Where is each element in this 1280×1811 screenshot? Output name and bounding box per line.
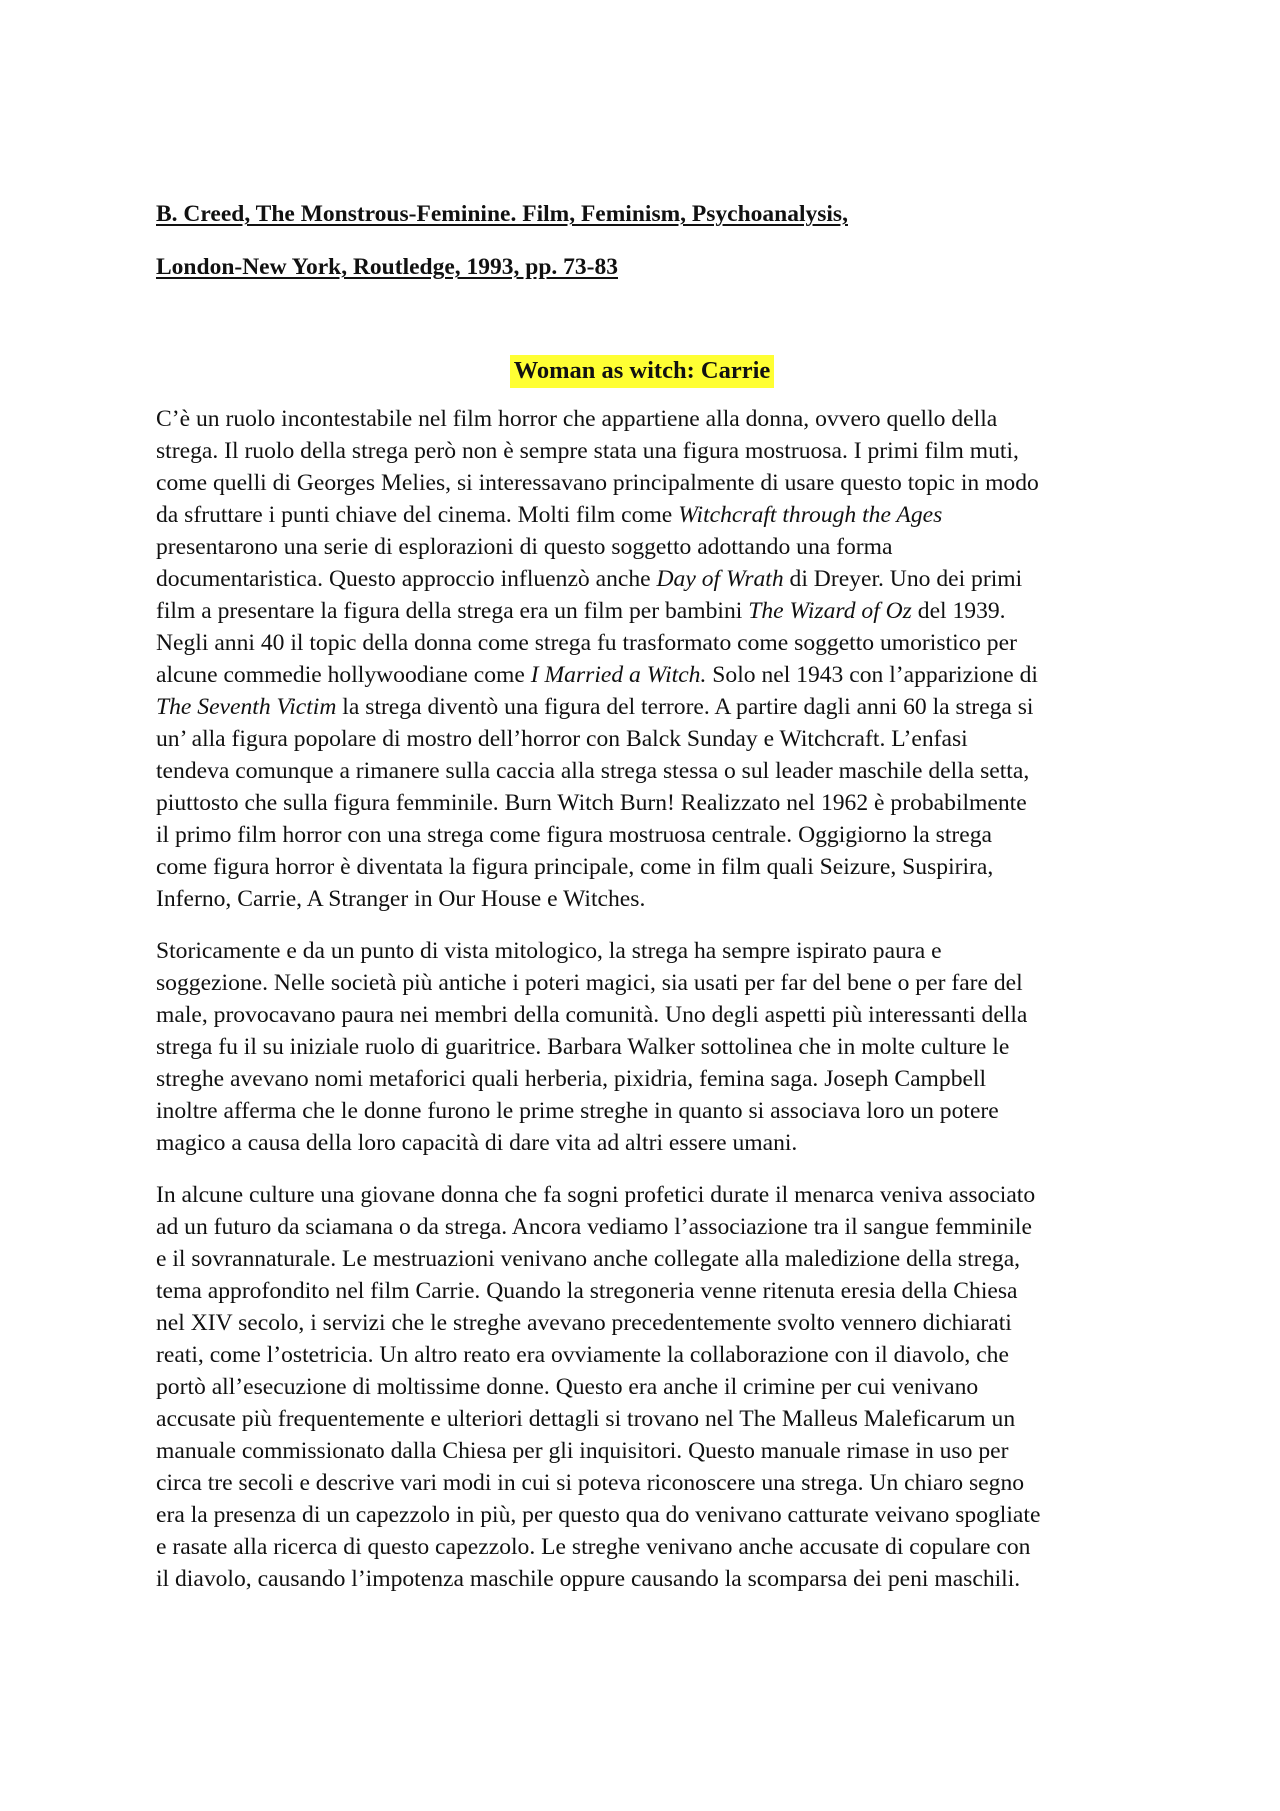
body-text-run: accusate più frequentemente e ulteriori dettagli si trovano nel The Malleus Maleficarum un xyxy=(156,1406,1016,1432)
paragraph-line xyxy=(156,1467,1141,1499)
body-text-run: Inferno, Carrie, A Stranger in Our House e Witches. xyxy=(156,886,646,912)
paragraph-line xyxy=(156,935,1141,967)
body-text-run: circa tre secoli e descrive vari modi in cui si poteva riconoscere una strega. Un chiaro segno xyxy=(156,1470,1025,1496)
paragraph-line xyxy=(156,883,1141,915)
film-title-text: Witchcraft through the Ages xyxy=(678,502,943,528)
body-text-run: alcune commedie hollywoodiane come xyxy=(156,662,531,688)
body-text-run: presentarono una serie di esplorazioni di questo soggetto adottando una forma xyxy=(156,534,893,560)
body-text-run: piuttosto che sulla figura femminile. Burn Witch Burn! Realizzato nel 1962 è probabilmente xyxy=(156,790,1027,816)
paragraph-line xyxy=(156,563,1141,595)
paragraph-line xyxy=(156,1435,1141,1467)
body-text-run: nel XIV secolo, i servizi che le streghe avevano precedentemente svolto vennero dichiarati xyxy=(156,1310,1012,1336)
citation-line-2: London-New York, Routledge, 1993, pp. 73-83 xyxy=(156,254,618,280)
body-text-run: film a presentare la figura della strega era un film per bambini xyxy=(156,598,749,624)
body-text-run: portò all’esecuzione di moltissime donne. Questo era anche il crimine per cui venivano xyxy=(156,1374,979,1400)
paragraph-line xyxy=(156,787,1141,819)
paragraph-line xyxy=(156,851,1141,883)
paragraph-line xyxy=(156,627,1141,659)
paragraph-line xyxy=(156,819,1141,851)
paragraph-line xyxy=(156,1531,1141,1563)
paragraph-line xyxy=(156,1307,1141,1339)
body-text-run: C’è un ruolo incontestabile nel film horror che appartiene alla donna, ovvero quello della xyxy=(156,406,998,432)
paragraph-line xyxy=(156,1499,1141,1531)
body-text-run: strega fu il su iniziale ruolo di guaritrice. Barbara Walker sottolinea che in molte culture le xyxy=(156,1034,1010,1060)
paragraph-line xyxy=(156,435,1141,467)
body-text-run: Negli anni 40 il topic della donna come strega fu trasformato come soggetto umoristico per xyxy=(156,630,1017,656)
paragraph-line xyxy=(156,1211,1141,1243)
paragraph-line xyxy=(156,999,1141,1031)
paragraph xyxy=(156,1179,1141,1595)
body-text-run: streghe avevano nomi metaforici quali herberia, pixidria, femina saga. Joseph Campbell xyxy=(156,1066,987,1092)
body-text-run: inoltre afferma che le donne furono le prime streghe in quanto si associava loro un potere xyxy=(156,1098,999,1124)
body-text-run: tema approfondito nel film Carrie. Quando la stregoneria venne ritenuta eresia della Chiesa xyxy=(156,1278,1018,1304)
body-text-run: reati, come l’ostetricia. Un altro reato era ovviamente la collaborazione con il diavolo, che xyxy=(156,1342,1009,1368)
paragraph-line xyxy=(156,1095,1141,1127)
body-text-run: male, provocavano paura nei membri della comunità. Uno degli aspetti più interessanti della xyxy=(156,1002,1028,1028)
body-text-run: un’ alla figura popolare di mostro dell’horror con Balck Sunday e Witchcraft. L’enfasi xyxy=(156,726,968,752)
paragraph-line xyxy=(156,1243,1141,1275)
body-text-run: manuale commissionato dalla Chiesa per gli inquisitori. Questo manuale rimase in uso per xyxy=(156,1438,1009,1464)
paragraph-line xyxy=(156,595,1141,627)
paragraph-line xyxy=(156,1179,1141,1211)
body-text-run: magico a causa della loro capacità di dare vita ad altri essere umani. xyxy=(156,1130,798,1156)
body-text-run: la strega diventò una figura del terrore. A partire dagli anni 60 la strega si xyxy=(336,694,1034,720)
section-title-wrap xyxy=(0,355,1280,388)
paragraph xyxy=(156,403,1141,915)
film-title-text: I Married a Witch. xyxy=(530,662,707,688)
body-text-run: ad un futuro da sciamana o da strega. Ancora vediamo l’associazione tra il sangue femminile xyxy=(156,1214,1032,1240)
paragraph-line xyxy=(156,1339,1141,1371)
paragraph-line xyxy=(156,967,1141,999)
citation-line-1: B. Creed, The Monstrous-Feminine. Film, Feminism, Psychoanalysis, xyxy=(156,201,848,227)
body-text-run: In alcune culture una giovane donna che fa sogni profetici durate il menarca veniva associato xyxy=(156,1182,1036,1208)
body-text-run: come quelli di Georges Melies, si interessavano principalmente di usare questo topic in modo xyxy=(156,470,1039,496)
paragraph-line xyxy=(156,691,1141,723)
body-text-run: soggezione. Nelle società più antiche i poteri magici, sia usati per far del bene o per fare del xyxy=(156,970,1023,996)
paragraph-line xyxy=(156,1031,1141,1063)
body-text-run: Solo nel 1943 con l’apparizione di xyxy=(706,662,1038,688)
paragraph-line xyxy=(156,1127,1141,1159)
paragraph-line xyxy=(156,755,1141,787)
body-text-run: il primo film horror con una strega come figura mostruosa centrale. Oggigiorno la strega xyxy=(156,822,993,848)
paragraph-line xyxy=(156,1563,1141,1595)
body-text-run: come figura horror è diventata la figura principale, come in film quali Seizure, Suspirira, xyxy=(156,854,994,880)
body-text-run: documentaristica. Questo approccio influenzò anche xyxy=(156,566,657,592)
body-text-run: Storicamente e da un punto di vista mitologico, la strega ha sempre ispirato paura e xyxy=(156,938,942,964)
body-text-run: da sfruttare i punti chiave del cinema. Molti film come xyxy=(156,502,679,528)
body-text-run: strega. Il ruolo della strega però non è sempre stata una figura mostruosa. I primi film muti, xyxy=(156,438,1019,464)
body-text-run: e il sovrannaturale. Le mestruazioni venivano anche collegate alla maledizione della strega, xyxy=(156,1246,1021,1272)
body-text-run: del 1939. xyxy=(911,598,1006,624)
body-text-run: e rasate alla ricerca di questo capezzolo. Le streghe venivano anche accusate di copulare con xyxy=(156,1534,1031,1560)
paragraph-line xyxy=(156,467,1141,499)
body-text-run: tendeva comunque a rimanere sulla caccia alla strega stessa o sul leader maschile della setta, xyxy=(156,758,1030,784)
paragraph-line xyxy=(156,499,1141,531)
paragraph-line xyxy=(156,1403,1141,1435)
paragraph-line xyxy=(156,723,1141,755)
paragraph-line xyxy=(156,1371,1141,1403)
body-text-run: era la presenza di un capezzolo in più, per questo qua do venivano catturate veivano spogliate xyxy=(156,1502,1041,1528)
paragraph-line xyxy=(156,659,1141,691)
paragraph-line xyxy=(156,531,1141,563)
film-title-text: Day of Wrath xyxy=(656,566,784,592)
body-text-run: il diavolo, causando l’impotenza maschile oppure causando la scomparsa dei peni maschili. xyxy=(156,1566,1021,1592)
film-title-text: The Seventh Victim xyxy=(156,694,337,720)
paragraph-line xyxy=(156,1063,1141,1095)
body-text xyxy=(156,403,1141,1615)
film-title-text: The Wizard of Oz xyxy=(748,598,912,624)
body-text-run: di Dreyer. Uno dei primi xyxy=(783,566,1023,592)
paragraph xyxy=(156,935,1141,1159)
paragraph-line xyxy=(156,403,1141,435)
paragraph-line xyxy=(156,1275,1141,1307)
section-title: Woman as witch: Carrie xyxy=(510,355,775,388)
